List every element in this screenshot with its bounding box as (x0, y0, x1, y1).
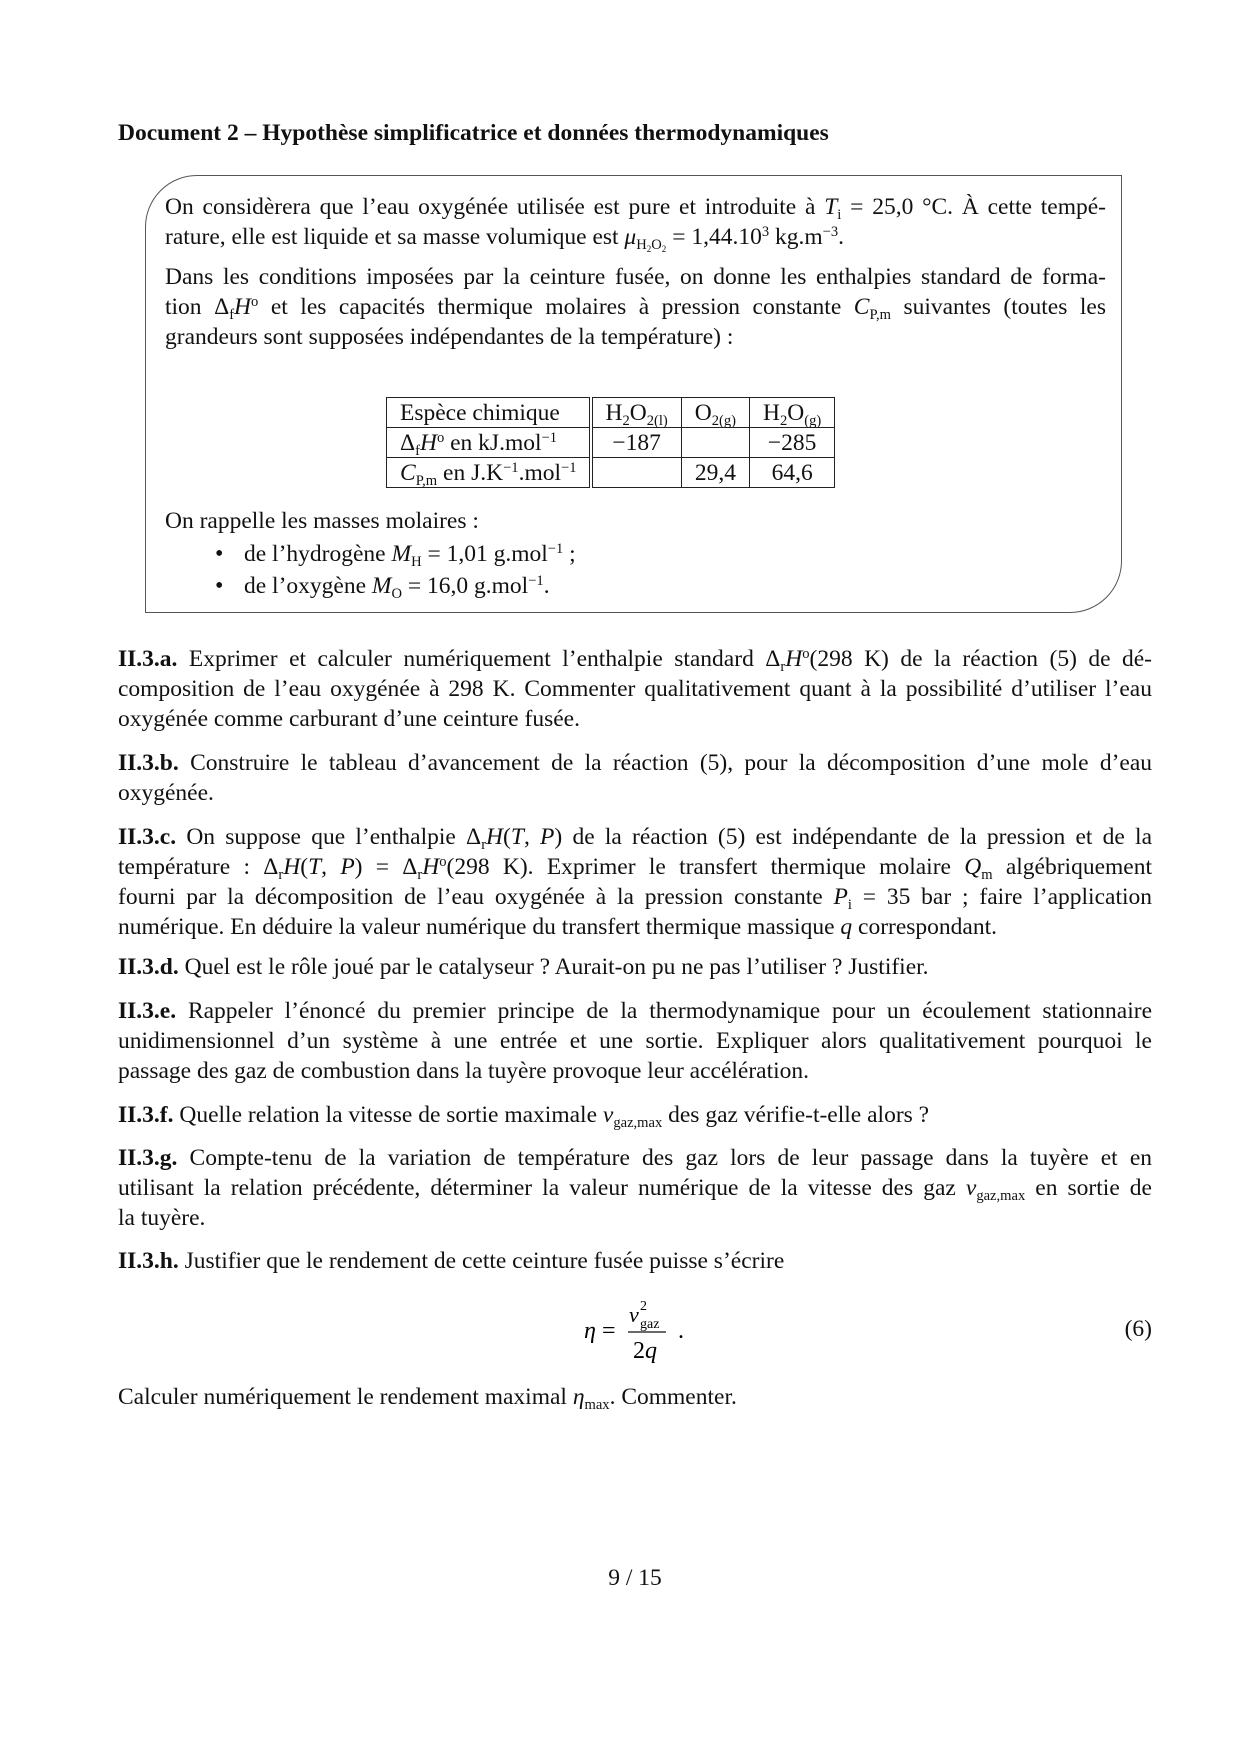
efficiency-formula (584, 1296, 744, 1366)
svg-text:=: = (602, 1318, 616, 1344)
col-h2o2: $H_2O_{2(l)}$ (591, 398, 682, 428)
list-item: • de l’oxygène $M_O = 16,0$ g.mol$^{-1}$. (215, 571, 576, 603)
molar-mass-list (215, 539, 576, 603)
svg-text:v: v (629, 1302, 639, 1327)
question-3c: II.3.c. On suppose que l’enthalpie $\Delta_rH(T$, P) de la réaction (5) est indépendante de la pression et de la température : $\Delta_rH(T$, $P) = \Delta_rH^o(298$ K). Exprimer le transfert thermique molaire $Q_m$ algébriquement fourni par la décomposition de l’eau oxygénée à la pression constante $P_i = 35$ bar ; faire l’application numérique. En déduire la valeur numérique du transfert thermique massique q correspondant. (118, 824, 1152, 940)
molar-mass-reminder: On rappelle les masses molaires : (165, 508, 479, 534)
box-paragraph-2: Dans les conditions imposées par la ceinture fusée, on donne les enthalpies standard de forma- tion $\Delta_fH^o$ et les capacités thermique molaires à pression constante $C_{P,m}$ suivantes (toutes les grandeurs sont supposées indépendantes de la température) : (165, 264, 1106, 350)
svg-text:.: . (678, 1318, 684, 1344)
question-3b: II.3.b. Construire le tableau d’avancement de la réaction (5), pour la décomposition d’une mole d’eau oxygénée. (118, 750, 1153, 806)
question-3g: II.3.g. Compte-tenu de la variation de température des gaz lors de leur passage dans la tuyère et en utilisant la relation précédente, déterminer la valeur numérique de la vitesse des gaz $v_{gaz,max}$ en sortie de la tuyère. (118, 1145, 1152, 1231)
col-h2o: $H_2O_{(g)}$ (750, 398, 835, 428)
svg-text:2: 2 (640, 1299, 647, 1314)
thermo-data-table (386, 397, 835, 488)
question-3f: II.3.f. Quelle relation la vitesse de sortie maximale $v_{gaz,max}$ des gaz vérifie-t-elle alors ? (118, 1102, 930, 1132)
equation-number: (6) (1124, 1316, 1152, 1342)
cell-h2o-cp: 64,6 (750, 458, 835, 488)
final-instruction: Calculer numériquement le rendement maximal $\eta_{max}$. Commenter. (118, 1384, 737, 1414)
svg-text:2q: 2q (633, 1338, 657, 1364)
box-paragraph-1: On considèrera que l’eau oxygénée utilisée est pure et introduite à $T_i = 25,0$ °C. À cette tempé- rature, elle est liquide et sa masse volumique est $\mu_{H_2O_2} = 1,44.10^3$ $kg.m^{-3}$. (165, 194, 1107, 255)
row-label-cp: $C_{P,m}$ en $J.K^{-1}.mol^{-1}$ (387, 458, 591, 488)
cell-h2o2-cp (591, 458, 682, 488)
table-header-label: Espèce chimique (387, 398, 591, 428)
page-number: 9 / 15 (608, 1565, 662, 1591)
cell-h2o-dfh: −285 (750, 428, 835, 458)
table-row-cp (387, 458, 835, 488)
cell-o2-dfh (681, 428, 749, 458)
table-header-row (387, 398, 835, 428)
col-o2: $O_{2(g)}$ (681, 398, 749, 428)
document-title: Document 2 – Hypothèse simplificatrice et données thermodynamiques (118, 120, 829, 146)
list-item: • de l’hydrogène $M_H = 1,01$ g.mol$^{-1}$ ; (215, 539, 576, 571)
document-box (145, 175, 1122, 613)
question-3e: II.3.e. Rappeler l’énoncé du premier principe de la thermodynamique pour un écoulement stationnaire unidimensionnel d’un système à une entrée et une sortie. Expliquer alors qualitativement pourquoi le passage des gaz de combustion dans la tuyère provoque leur accélération. (118, 998, 1153, 1084)
table-row-dfh (387, 428, 835, 458)
row-label-dfh: $\Delta_fH^o$ en kJ.mol$^{-1}$ (387, 428, 591, 458)
cell-o2-cp: 29,4 (681, 458, 749, 488)
question-3a: II.3.a. Exprimer et calculer numériquement l’enthalpie standard $\Delta_rH^o(298$ K) de la réaction (5) de dé- composition de l’eau oxygénée à 298 K. Commenter qualitativement quant à la possibilité d’utiliser l’eau oxygénée comme carburant d’une ceinture fusée. (118, 646, 1153, 732)
svg-text:gaz: gaz (640, 1317, 660, 1332)
question-3h: II.3.h. Justifier que le rendement de cette ceinture fusée puisse s’écrire (118, 1248, 785, 1274)
equation-6 (118, 1296, 1152, 1366)
cell-h2o2-dfh: −187 (591, 428, 682, 458)
svg-text:η: η (584, 1318, 596, 1344)
question-3d: II.3.d. Quel est le rôle joué par le catalyseur ? Aurait-on pu ne pas l’utiliser ? Justifier. (118, 954, 929, 980)
